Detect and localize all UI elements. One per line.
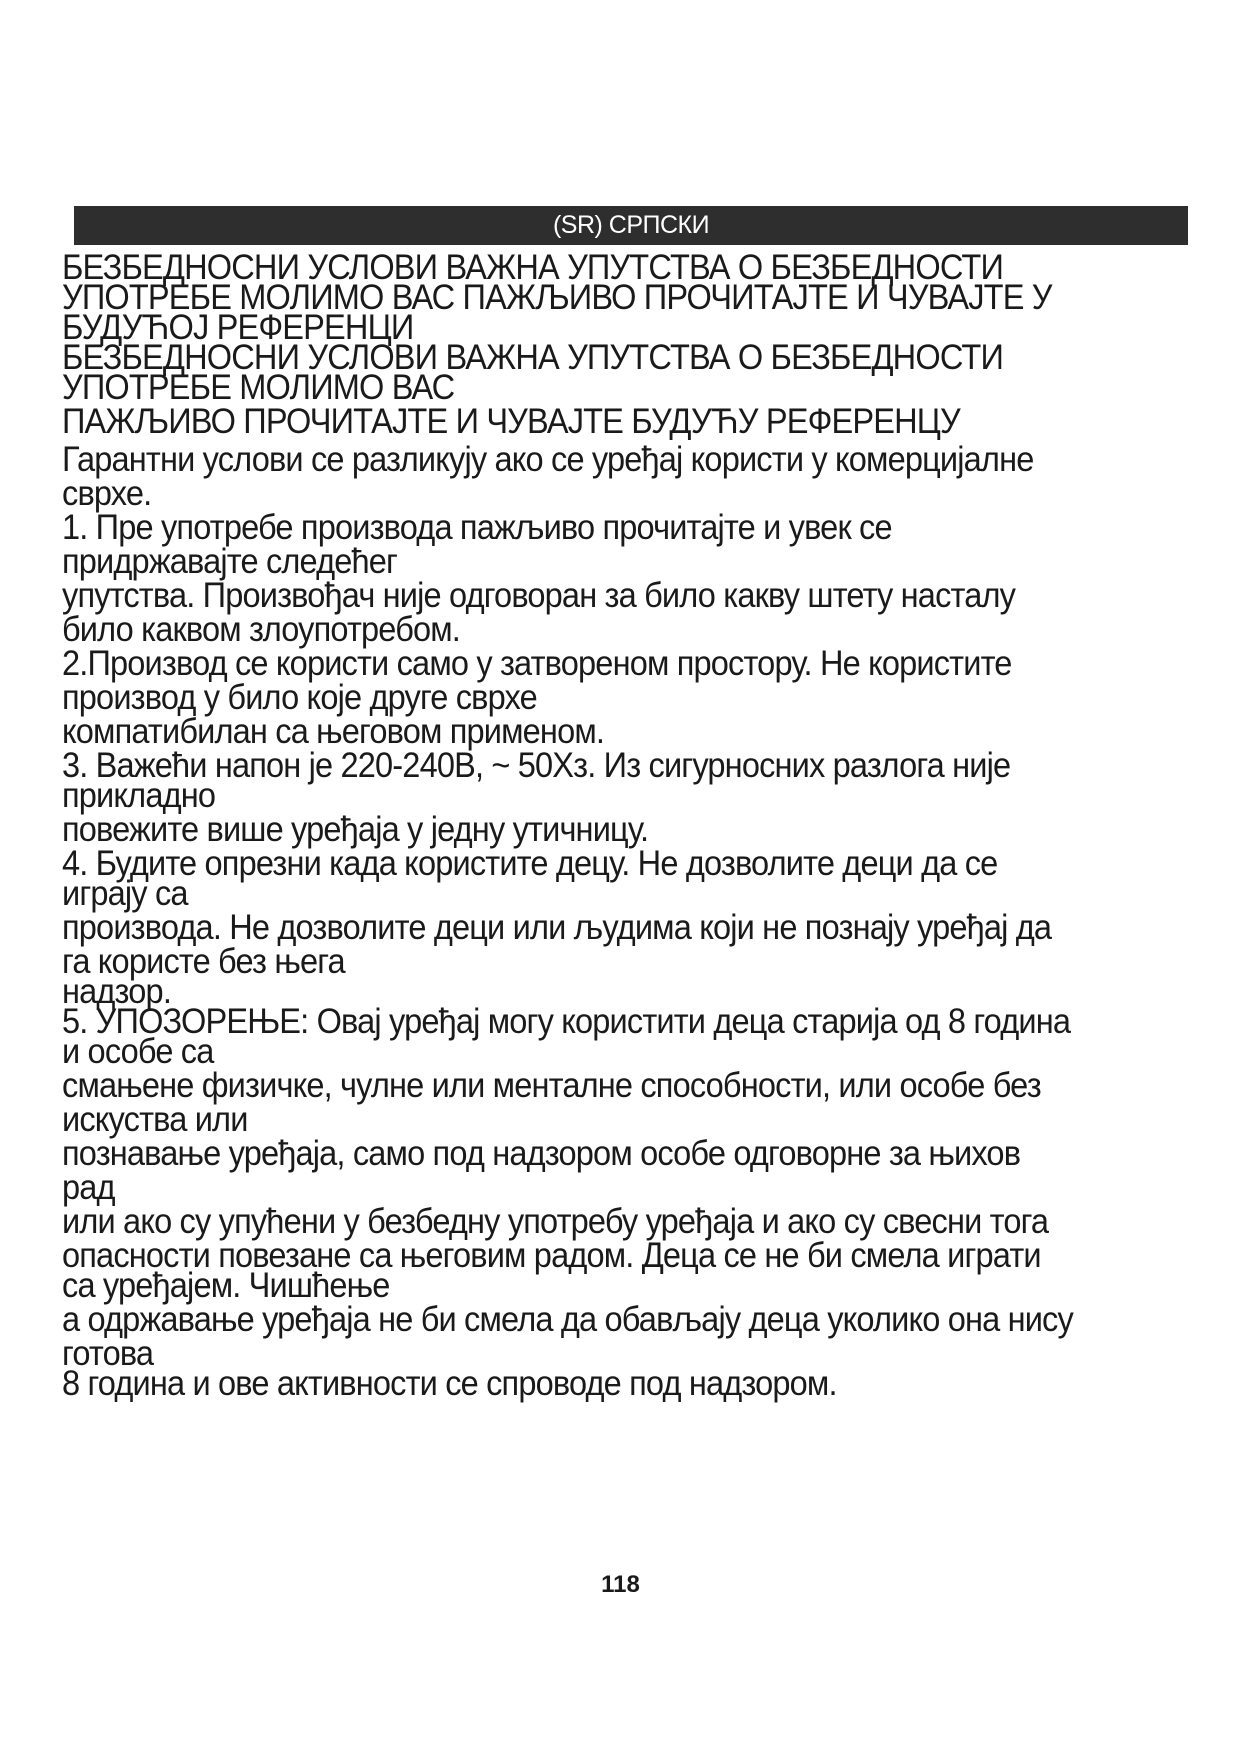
text-line: са уређајем. Чишћење [62, 1266, 390, 1305]
text-line: надзор. [62, 972, 172, 1011]
text-line: придржавајте следећег [62, 542, 398, 581]
language-label: (SR) СРПСКИ [552, 211, 710, 239]
text-line: опасности повезане са његовим радом. Деца се не би смела играти [62, 1236, 1041, 1275]
text-line: или ако су упућени у безбедну употребу уређаја и ако су свесни тога [62, 1202, 1049, 1241]
text-line: сврхе. [62, 474, 152, 513]
text-line: рад [62, 1168, 115, 1207]
text-line: производа. Не дозволите деци или људима који не познају уређај да [62, 908, 1052, 947]
text-line: готова [62, 1334, 154, 1373]
text-line: ПАЖЉИВО ПРОЧИТАЈТЕ И ЧУВАЈТЕ БУДУЋУ РЕФЕРЕНЦУ [62, 402, 960, 441]
text-line: 2.Производ се користи само у затвореном простору. Не користите [62, 644, 1012, 683]
text-line: Гарантни услови се разликују ако се уређај користи у комерцијалне [62, 440, 1034, 479]
text-line: прикладно [62, 776, 216, 815]
page-number: 118 [601, 1571, 640, 1598]
text-line: играју са [62, 874, 188, 913]
text-line: било каквом злоупотребом. [62, 610, 461, 649]
safety-instructions-text [62, 248, 1182, 1403]
text-line: и особе са [62, 1032, 214, 1071]
text-line: смањене физичке, чулне или менталне способности, или особе без [62, 1066, 1041, 1105]
text-line: БЕЗБЕДНОСНИ УСЛОВИ ВАЖНА УПУТСТВА О БЕЗБЕДНОСТИ [62, 248, 1004, 287]
text-line: искуства или [62, 1100, 248, 1139]
text-line: 5. УПОЗОРЕЊЕ: Овај уређај могу користити деца старија од 8 година [62, 1002, 1071, 1041]
text-line: га користе без њега [62, 942, 345, 981]
text-line: 8 година и ове активности се спроводе под надзором. [62, 1364, 837, 1403]
text-line: производ у било које друге сврхе [62, 678, 537, 717]
text-line: УПОТРЕБЕ МОЛИМО ВАС ПАЖЉИВО ПРОЧИТАЈТЕ И ЧУВАЈТЕ У [62, 278, 1052, 317]
text-line: БЕЗБЕДНОСНИ УСЛОВИ ВАЖНА УПУТСТВА О БЕЗБЕДНОСТИ [62, 338, 1004, 377]
text-line: повежите више уређаја у једну утичницу. [62, 810, 649, 849]
text-line: познавање уређаја, само под надзором особе одговорне за њихов [62, 1134, 1021, 1173]
text-line: упутства. Произвођач није одговоран за било какву штету насталу [62, 576, 1016, 615]
text-line: 1. Пре употребе производа пажљиво прочитајте и увек се [62, 508, 892, 547]
text-line: 4. Будите опрезни када користите децу. Не дозволите деци да се [62, 844, 998, 883]
text-line: БУДУЋОЈ РЕФЕРЕНЦИ [62, 308, 414, 347]
text-line: а одржавање уређаја не би смела да обављају деца уколико она нису [62, 1300, 1073, 1339]
language-header-bar [74, 206, 1188, 245]
text-line: компатибилан са његовом применом. [62, 712, 605, 751]
text-line: 3. Важећи напон је 220-240В, ~ 50Хз. Из сигурносних разлога није [62, 746, 1011, 785]
text-line: УПОТРЕБЕ МОЛИМО ВАС [62, 368, 455, 407]
